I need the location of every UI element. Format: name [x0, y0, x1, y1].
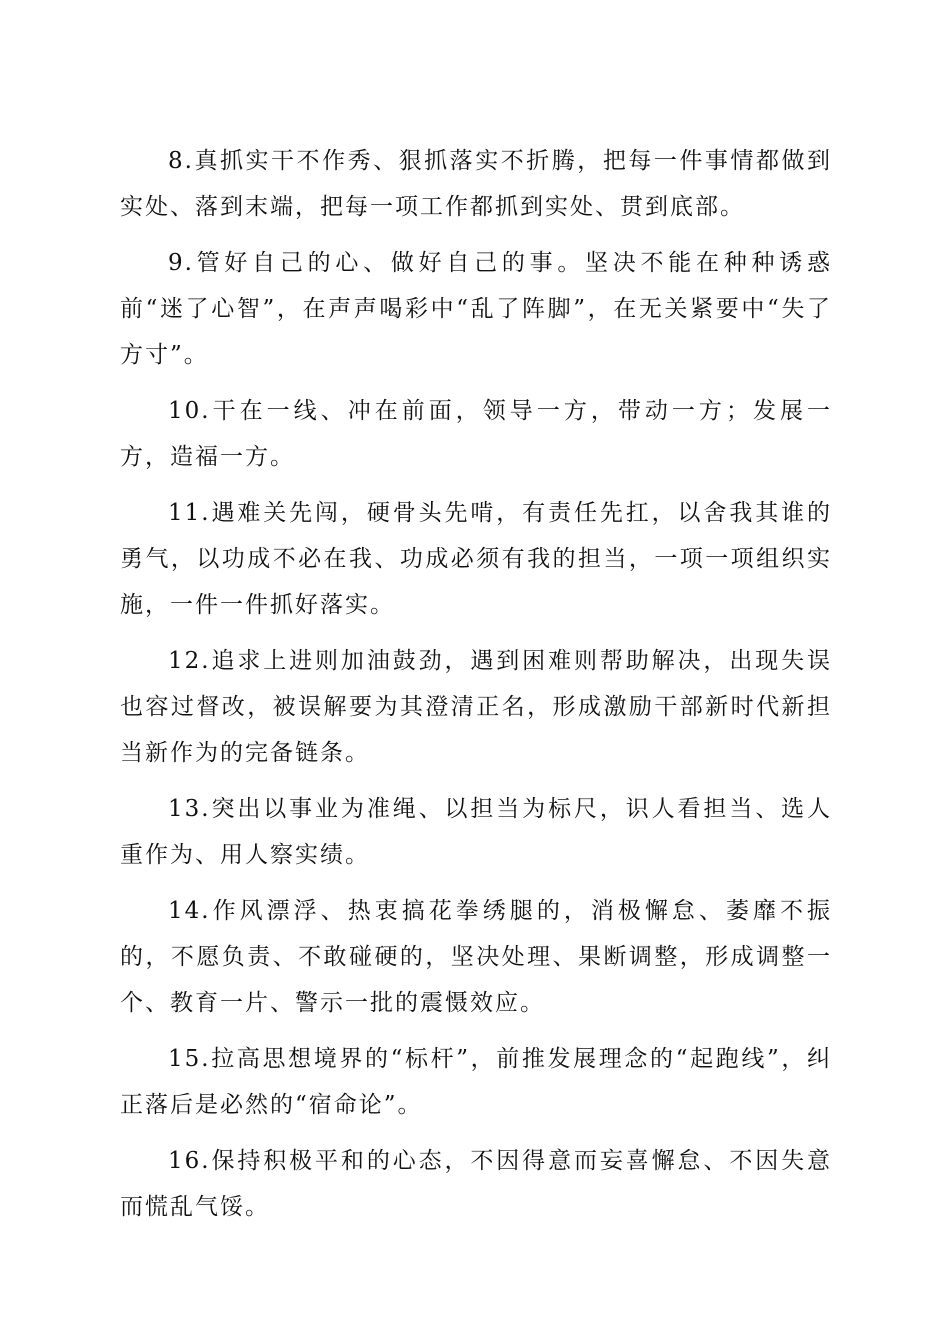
document-body [120, 138, 832, 1240]
paragraph-10: 10.干在一线、冲在前面，领导一方，带动一方；发展一方，造福一方。 [120, 398, 832, 470]
paragraph-13: 13.突出以事业为准绳、以担当为标尺，识人看担当、选人重作为、用人察实绩。 [120, 796, 832, 868]
paragraph-11: 11.遇难关先闯，硬骨头先啃，有责任先扛，以舍我其谁的勇气，以功成不必在我、功成必须有我的担当，一项一项组织实施，一件一件抓好落实。 [120, 500, 832, 618]
paragraph-14: 14.作风漂浮、热衷搞花拳绣腿的，消极懈怠、萎靡不振的，不愿负责、不敢碰硬的，坚决处理、果断调整，形成调整一个、教育一片、警示一批的震慑效应。 [120, 898, 832, 1016]
paragraph-9: 9.管好自己的心、做好自己的事。坚决不能在种种诱惑前“迷了心智”，在声声喝彩中“乱了阵脚”，在无关紧要中“失了方寸”。 [120, 250, 832, 368]
paragraph-8: 8.真抓实干不作秀、狠抓落实不折腾，把每一件事情都做到实处、落到末端，把每一项工作都抓到实处、贯到底部。 [120, 148, 832, 220]
paragraph-15: 15.拉高思想境界的“标杆”，前推发展理念的“起跑线”，纠正落后是必然的“宿命论”。 [120, 1046, 832, 1118]
paragraph-16: 16.保持积极平和的心态，不因得意而妄喜懈怠、不因失意而慌乱气馁。 [120, 1148, 832, 1220]
paragraph-12: 12.追求上进则加油鼓劲，遇到困难则帮助解决，出现失误也容过督改，被误解要为其澄清正名，形成激励干部新时代新担当新作为的完备链条。 [120, 648, 832, 766]
